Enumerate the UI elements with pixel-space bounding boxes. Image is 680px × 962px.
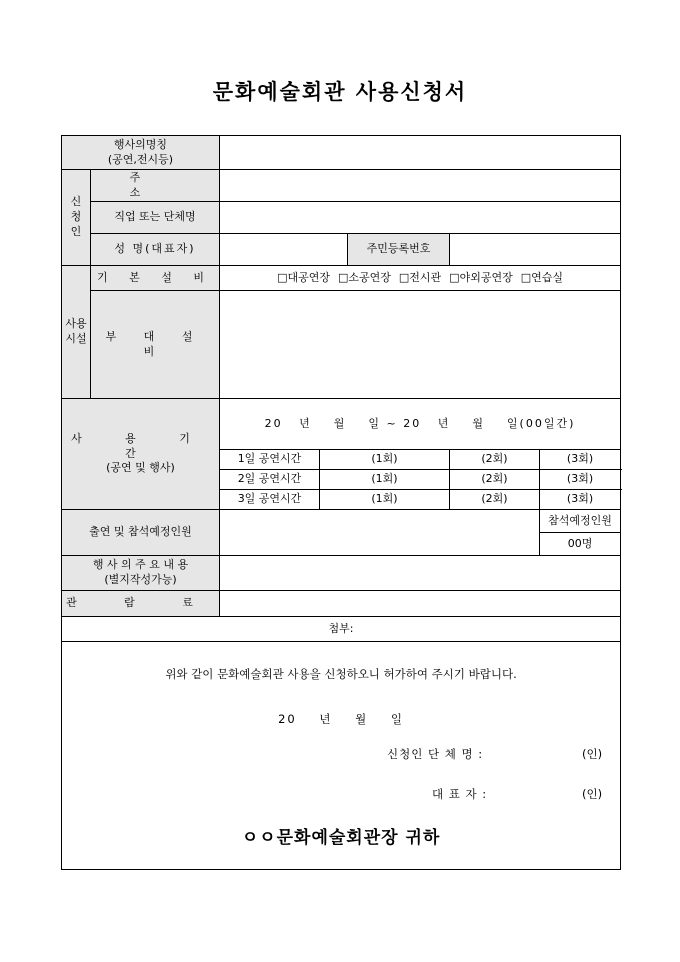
form-title: 문화예술회관 사용신청서 — [212, 79, 468, 104]
resident-no-label: 주민등록번호 — [348, 234, 450, 266]
expected-count-label: 참석예정인원 — [540, 510, 621, 533]
participants-field[interactable] — [220, 510, 540, 556]
option-practice-room[interactable]: □연습실 — [520, 270, 563, 284]
extra-facilities-label: 부 대 설 비 — [105, 329, 205, 358]
participants-label: 출연 및 참석예정인원 — [62, 510, 220, 556]
basic-facilities-label: 기 본 설 비 — [97, 270, 213, 284]
application-form — [61, 135, 621, 870]
representative-label: 대 표 자 : — [432, 787, 488, 801]
day3-session1[interactable]: (1회) — [320, 490, 450, 510]
occupation-label: 직업 또는 단체명 — [91, 202, 220, 234]
address-label: 주 소 — [129, 170, 181, 199]
day2-label: 2일 공연시간 — [220, 470, 320, 490]
expected-count-value[interactable]: 00명 — [540, 533, 621, 556]
fee-field[interactable] — [220, 591, 621, 617]
day3-label: 3일 공연시간 — [220, 490, 320, 510]
day2-session1[interactable]: (1회) — [320, 470, 450, 490]
facilities-group-label: 사용 시설 — [62, 266, 91, 399]
option-large-hall[interactable]: □대공연장 — [277, 270, 330, 284]
declaration-section — [62, 642, 621, 870]
day1-session3[interactable]: (3회) — [540, 450, 621, 470]
event-name-label: 행사의명칭 (공연,전시등) — [62, 136, 220, 170]
day1-session2[interactable]: (2회) — [450, 450, 540, 470]
seal-mark-1[interactable]: (인) — [582, 747, 603, 761]
name-label: 성 명(대표자) — [114, 242, 196, 256]
date-line[interactable]: 20 년 월 일 — [278, 712, 404, 726]
day2-session2[interactable]: (2회) — [450, 470, 540, 490]
option-exhibition-hall[interactable]: □전시관 — [398, 270, 442, 284]
name-field[interactable] — [220, 234, 348, 266]
event-name-field[interactable] — [220, 136, 621, 170]
address-field[interactable] — [220, 170, 621, 202]
content-label: 행 사 의 주 요 내 용 (별지작성가능) — [62, 556, 220, 591]
fee-label: 관 람 료 — [66, 596, 215, 610]
day2-session3[interactable]: (3회) — [540, 470, 621, 490]
seal-mark-2[interactable]: (인) — [582, 787, 603, 801]
day3-session3[interactable]: (3회) — [540, 490, 621, 510]
day1-label: 1일 공연시간 — [220, 450, 320, 470]
period-label: 사 용 기 간 (공연 및 행사) — [62, 399, 220, 510]
basic-facilities-options — [220, 266, 621, 291]
day1-session1[interactable]: (1회) — [320, 450, 450, 470]
applicant-group-label: 신 청 인 — [62, 170, 91, 266]
declaration-statement: 위와 같이 문화예술회관 사용을 신청하오니 허가하여 주시기 바랍니다. — [165, 667, 517, 681]
resident-no-field[interactable] — [450, 234, 621, 266]
option-outdoor-stage[interactable]: □야외공연장 — [449, 270, 513, 284]
content-field[interactable] — [220, 556, 621, 591]
day3-session2[interactable]: (2회) — [450, 490, 540, 510]
extra-facilities-field[interactable] — [220, 291, 621, 399]
occupation-field[interactable] — [220, 202, 621, 234]
addressee: ㅇㅇ문화예술회관장 귀하 — [241, 828, 441, 848]
org-name-label: 신청인 단 체 명 : — [387, 747, 484, 761]
attachment-label: 첨부: — [62, 617, 621, 642]
option-small-hall[interactable]: □소공연장 — [337, 270, 391, 284]
period-range[interactable]: 20 년 월 일 ~ 20 년 월 일(00일간) — [220, 399, 621, 450]
